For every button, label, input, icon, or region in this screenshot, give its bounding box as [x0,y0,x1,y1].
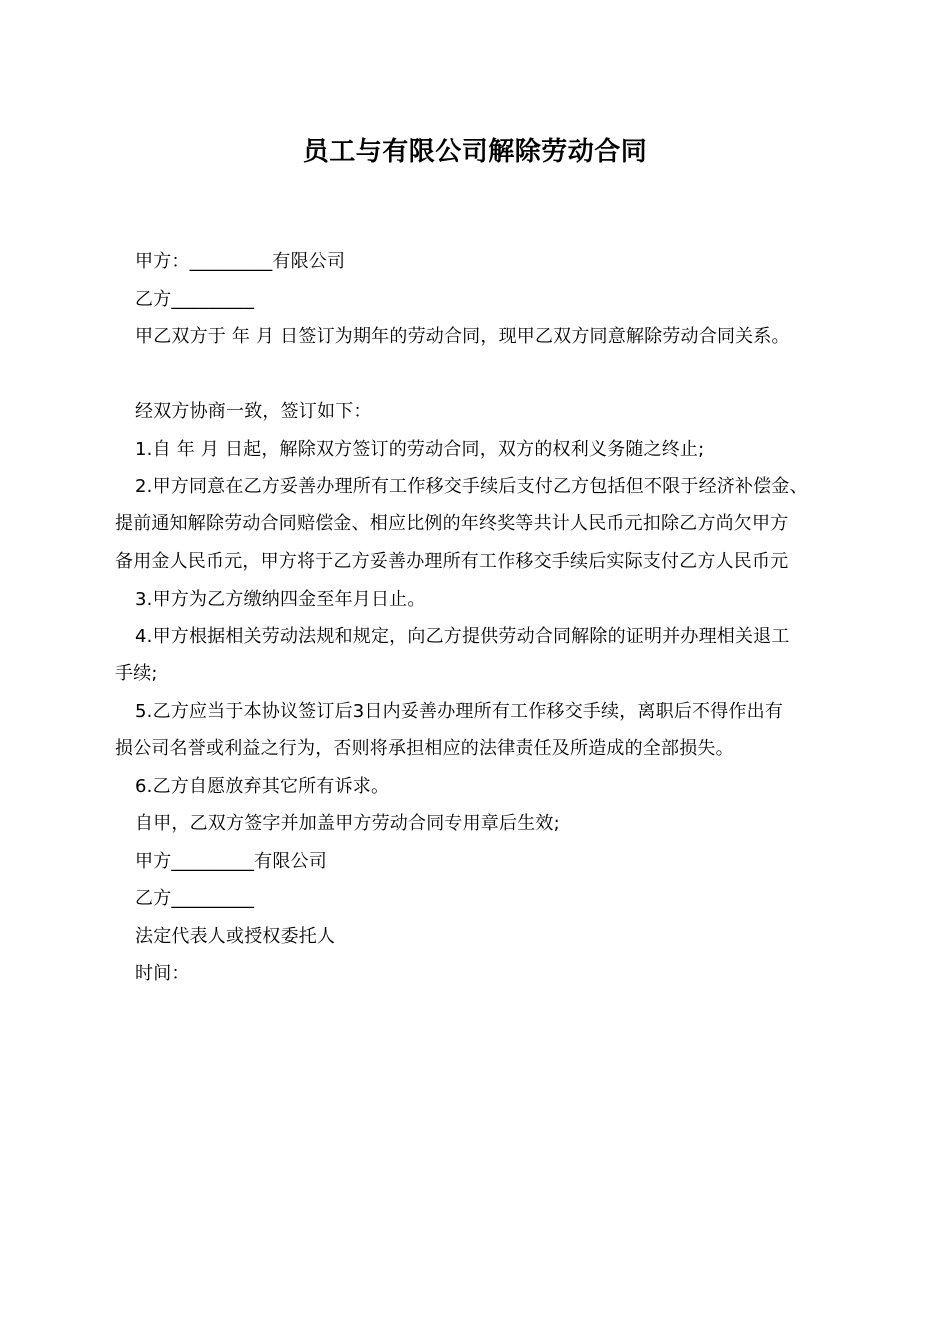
clause-1: 1.自 年 月 日起，解除双方签订的劳动合同，双方的权利义务随之终止; [135,439,705,460]
clause-3: 3.甲方为乙方缴纳四金至年月日止。 [135,589,426,610]
document-title: 员工与有限公司解除劳动合同 [302,137,648,167]
effective-clause: 自甲，乙双方签字并加盖甲方劳动合同专用章后生效; [135,813,560,834]
signature-date: 时间： [135,963,190,984]
clause-4-line-2: 手续; [115,663,158,684]
signature-party-b: 乙方_________ [135,888,255,909]
clause-2-line-2: 提前通知解除劳动合同赔偿金、相应比例的年终奖等共计人民币元扣除乙方尚欠甲方 [115,513,789,534]
clause-5-line-2: 损公司名誉或利益之行为，否则将承担相应的法律责任及所造成的全部损失。 [115,738,734,759]
clause-2-line-3: 备用金人民币元，甲方将于乙方妥善办理所有工作移交手续后实际支付乙方人民币元 [115,551,789,572]
agreement-intro: 经双方协商一致，签订如下： [135,401,372,422]
clause-2-line-1: 2.甲方同意在乙方妥善办理所有工作移交手续后支付乙方包括但不限于经济补偿金、 [135,476,808,497]
signature-party-a: 甲方_________有限公司 [135,851,327,872]
clause-6: 6.乙方自愿放弃其它所有诉求。 [135,776,390,797]
party-b-line: 乙方_________ [135,289,255,310]
clause-4-line-1: 4.甲方根据相关劳动法规和规定，向乙方提供劳动合同解除的证明并办理相关退工 [135,626,790,647]
party-a-line: 甲方：_________有限公司 [135,251,346,272]
intro-paragraph: 甲乙双方于 年 月 日签订为期年的劳动合同，现甲乙双方同意解除劳动合同关系。 [135,326,790,347]
legal-representative: 法定代表人或授权委托人 [135,926,336,947]
clause-5-line-1: 5.乙方应当于本协议签订后3日内妥善办理所有工作移交手续，离职后不得作出有 [135,701,784,722]
